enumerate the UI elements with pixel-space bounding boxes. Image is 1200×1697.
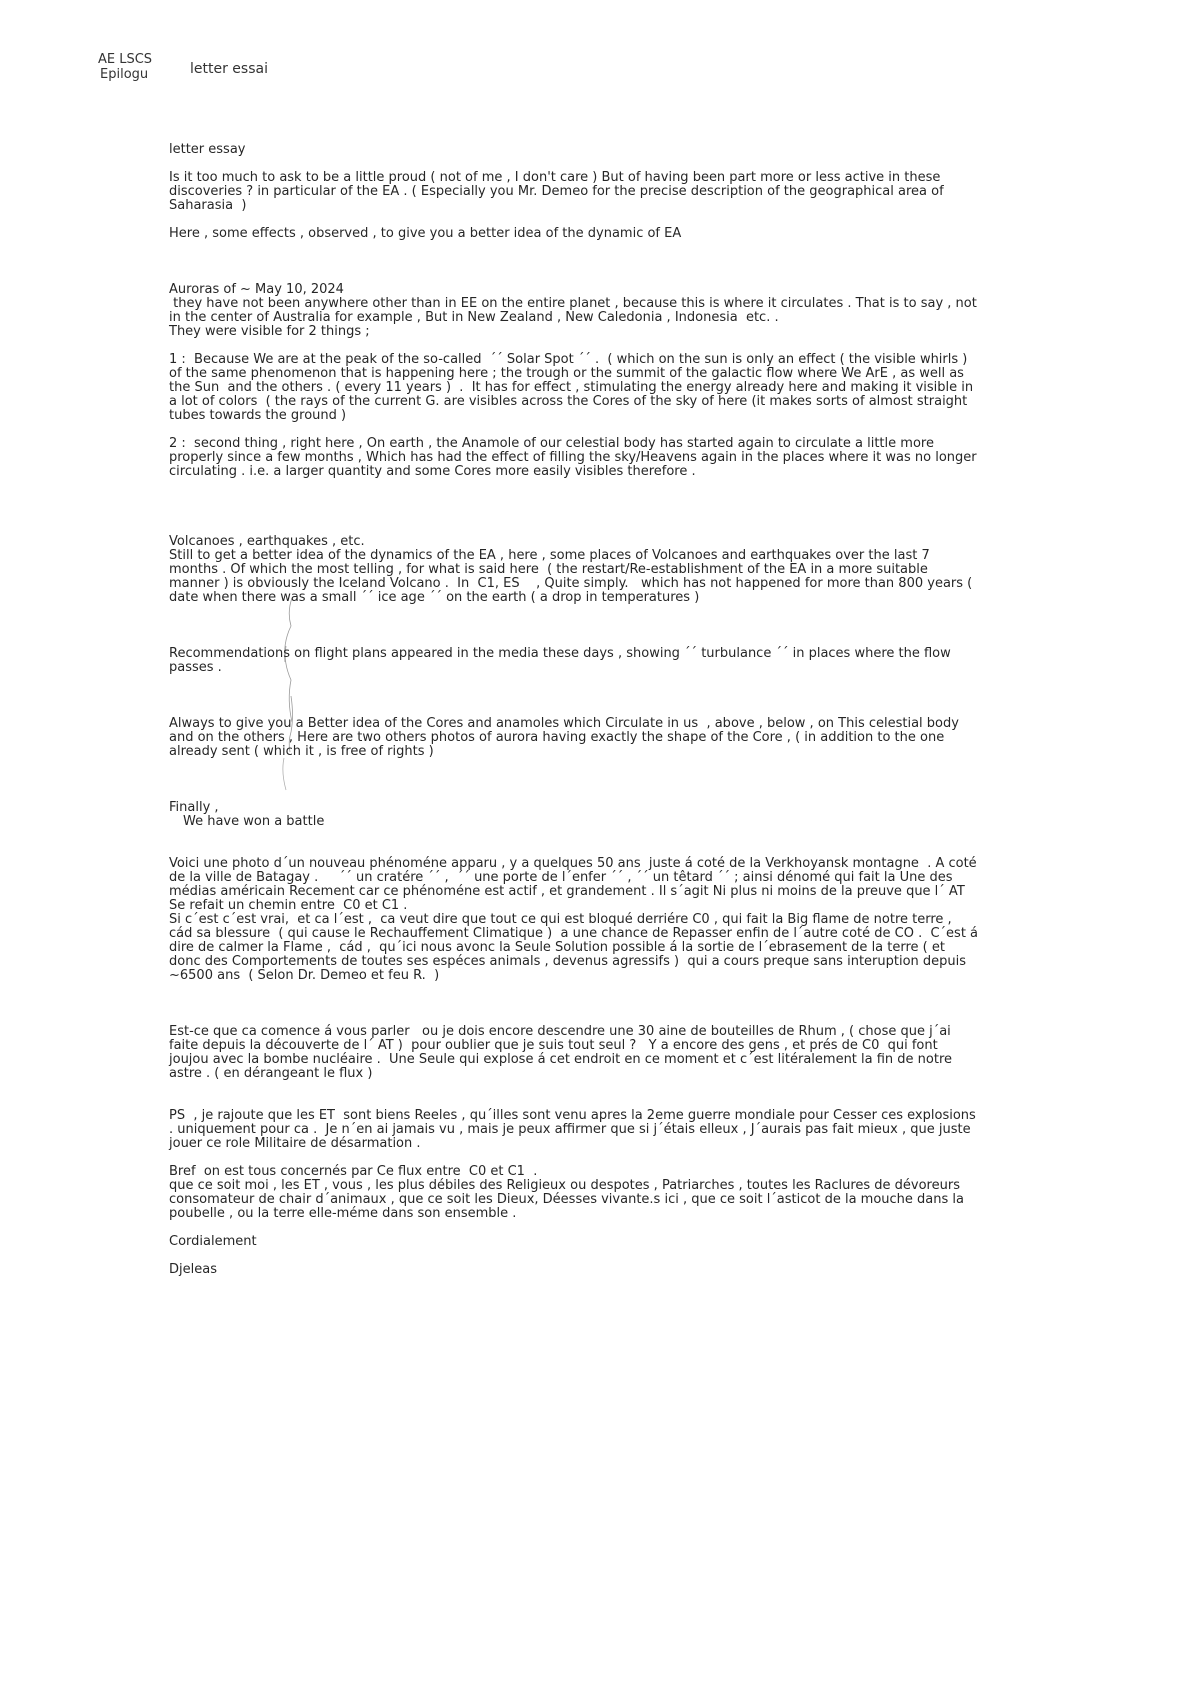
finally-line: Finally , xyxy=(169,800,219,815)
point-1: 1 : Because We are at the peak of the so-called ´´ Solar Spot ´´ . ( which on the sun is only an effect ( the visible whirls ) of the same phenomenon that is happening here ; the trough or the summit of the galactic flow where We ArE , as well as the Sun and the others . ( every 11 years ) . It has for effect , stimulating the energy already here and making it visible in a lot of colors ( the rays of the current G. are visibles across the Cores of the sky of here (it makes sorts of almost straight tubes towards the ground ) xyxy=(169,352,978,423)
auroras-heading: Auroras of ~ May 10, 2024 xyxy=(169,282,344,297)
header-title: letter essai xyxy=(190,61,268,77)
intro-paragraph: Is it too much to ask to be a little proud ( not of me , I don't care ) But of having been part more or less active in these discoveries ? in particular of the EA . ( Especially you Mr. Demeo for the precise description of the geographical area of Saharasia ) xyxy=(169,170,948,213)
signature: Djeleas xyxy=(169,1262,217,1277)
point-2: 2 : second thing , right here , On earth , the Anamole of our celestial body has started again to circulate a little more properly since a few months , Which has had the effect of filling the sky/Heavens again in the places where it was no longer circulating . i.e. a larger quantity and some Cores more easily visibles therefore . xyxy=(169,436,981,479)
letter-body xyxy=(169,142,983,1277)
auroras-paragraph: they have not been anywhere other than in EE on the entire planet , because this is where it circulates . That is to say , not in the center of Australia for example , But in New Zealand , New Caledonia , Indonesia etc. . xyxy=(169,296,981,325)
si-paragraph: Si c´est c´est vrai, et ca l´est , ca veut dire que tout ce qui est bloqué derriére C0 , qui fait la Big flame de notre terre , cád sa blessure ( qui cause le Rechauffement Climatique ) a une chance de Repasser enfin de l´autre coté de CO . C´est á dire de calmer la Flame , cád , qu´ici nous avonc la Seule Solution possible á la sortie de l´ebrasement de la terre ( et donc des Comportements de toutes ses espéces animals , devenus agressifs ) qui a cours preque sans interuption depuis ~6500 ans ( Selon Dr. Demeo et feu R. ) xyxy=(169,912,983,983)
volcanoes-heading: Volcanoes , earthquakes , etc. xyxy=(169,534,365,549)
logo-line-1: AE LSCS xyxy=(98,52,153,67)
effects-intro: Here , some effects , observed , to give you a better idea of the dynamic of EA xyxy=(169,226,682,241)
volcanoes-paragraph: Still to get a better idea of the dynamics of the EA , here , some places of Volcanoes and earthquakes over the last 7 months . Of which the most telling , for what is said here ( the restart/Re-establishment of the EA in a more suitable manner ) is obviously the Iceland Volcano . In C1, ES , Quite simply. which has not happened for more than 800 years ( date when there was a small ´´ ice age ´´ on the earth ( a drop in temperatures ) xyxy=(169,548,977,605)
auroras-visible: They were visible for 2 things ; xyxy=(169,324,370,339)
voici-paragraph: Voici une photo d´un nouveau phénoméne apparu , y a quelques 50 ans juste á coté de la Verkhoyansk montagne . A coté de la ville de Batagay . ´´ un cratére ´´ , ´´ une porte de l´enfer ´´ , ´´ un têtard ´´ ; ainsi dénomé qui fait la Une des médias américain Recement car ce phénoméne est actif , et grandement . Il s´agit Ni plus ni moins de la preuve que l´ AT Se refait un chemin entre C0 et C1 . xyxy=(169,856,981,913)
letter-title: letter essay xyxy=(169,142,246,157)
logo xyxy=(98,52,162,82)
ps-paragraph: PS , je rajoute que les ET sont biens Reeles , qu´illes sont venu apres la 2eme guerre mondiale pour Cesser ces explosions . uniquement pour ca . Je n´en ai jamais vu , mais je peux affirmer que si j´étais elleux , J´aurais pas fait mieux , que juste jouer ce role Militaire de désarmation . xyxy=(169,1108,980,1151)
logo-line-2: Epilogu xyxy=(100,67,149,82)
que-paragraph: que ce soit moi , les ET , vous , les plus débiles des Religieux ou despotes , Patriarches , toutes les Raclures de dévoreurs consomateur de chair d´animaux , que ce soit les Dieux, Déesses vivante.s ici , que ce soit l´asticot de la mouche dans la poubelle , ou la terre elle-méme dans son ensemble . xyxy=(169,1178,969,1221)
bref-line: Bref on est tous concernés par Ce flux entre C0 et C1 . xyxy=(169,1164,538,1179)
closing: Cordialement xyxy=(169,1234,257,1249)
battle-line: We have won a battle xyxy=(183,814,325,829)
flight-paragraph: Recommendations on flight plans appeared in the media these days , showing ´´ turbulance ´´ in places where the flow passes . xyxy=(169,646,955,675)
cores-paragraph: Always to give you a Better idea of the Cores and anamoles which Circulate in us , above , below , on This celestial body and on the others , Here are two others photos of aurora having exactly the shape of the Core , ( in addition to the one already sent ( which it , is free of rights ) xyxy=(169,716,964,759)
est-paragraph: Est-ce que ca comence á vous parler ou je dois encore descendre une 30 aine de bouteilles de Rhum , ( chose que j´ai faite depuis la découverte de l´ AT ) pour oublier que je suis tout seul ? Y a encore des gens , et prés de C0 qui font joujou avec la bombe nucléaire . Une Seule qui explose á cet endroit en ce moment et c´est litéralement la fin de notre astre . ( en dérangeant le flux ) xyxy=(169,1024,957,1081)
